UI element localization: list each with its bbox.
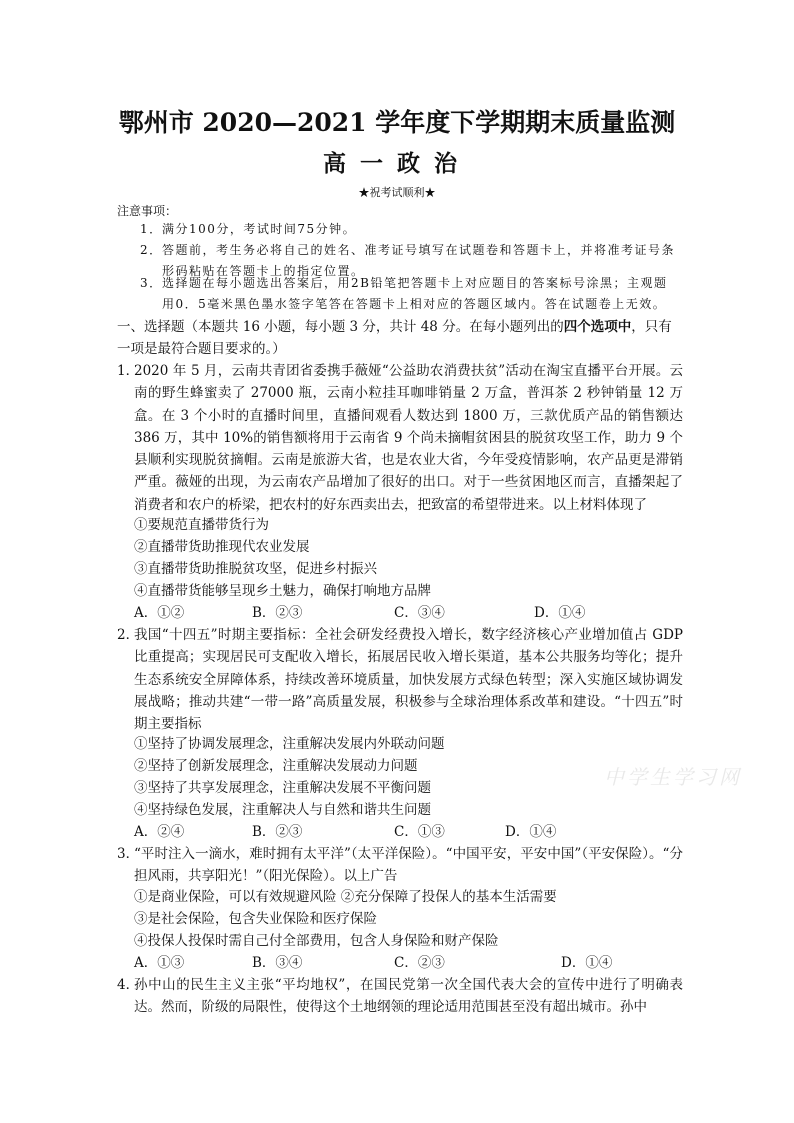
question-2-option: ④坚持绿色发展，注重解决人与自然和谐共生问题 xyxy=(134,802,431,818)
question-2-choice-c: C．①③ xyxy=(394,824,445,840)
note-text: 满分100分，考试时间75分钟。 xyxy=(162,222,357,236)
question-2-option: ③坚持了共享发展理念，注重解决发展不平衡问题 xyxy=(134,780,431,796)
question-2-choice-a: A．②④ xyxy=(134,824,185,840)
question-1-option: ②直播带货助推现代农业发展 xyxy=(134,539,310,555)
section-heading xyxy=(117,316,680,360)
watermark: 中学生学习网 xyxy=(604,765,742,789)
question-1 xyxy=(117,360,683,516)
question-number: 4． xyxy=(117,977,140,993)
question-4 xyxy=(117,974,683,1019)
question-1-option: ①要规范直播带货行为 xyxy=(134,517,269,533)
question-1-option: ④直播带货能够呈现乡土魅力，确保打响地方品牌 xyxy=(134,583,431,599)
question-stem: “平时注入一滴水，难时拥有太平洋”（太平洋保险）。“中国平安，平安中国”（平安保险）。“分担风雨，共享阳光！”（阳光保险）。以上广告 xyxy=(134,846,683,885)
note-item xyxy=(140,273,680,315)
question-1-choice-c: C．③④ xyxy=(394,605,445,621)
question-3-choice-a: A．①③ xyxy=(134,955,185,971)
question-3-option: ④投保人投保时需自己付全部费用，包含人身保险和财产保险 xyxy=(134,933,499,949)
note-text: 答题前，考生务必将自己的姓名、准考证号填写在试题卷和答题卡上，并将准考证号条形码粘贴在答题卡上的指定位置。 xyxy=(162,243,676,278)
question-1-choice-b: B．②③ xyxy=(252,605,303,621)
question-1-option: ③直播带货助推脱贫攻坚，促进乡村振兴 xyxy=(134,561,377,577)
question-3-option: ③是社会保险，包含失业保险和医疗保险 xyxy=(134,911,377,927)
question-stem: 孙中山的民生主义主张“平均地权”，在国民党第一次全国代表大会的宣传中进行了明确表达。然而，阶级的局限性，使得这个土地纲领的理论适用范围甚至没有超出城市。孙中 xyxy=(134,977,683,1016)
question-2-option: ①坚持了协调发展理念，注重解决发展内外联动问题 xyxy=(134,736,445,752)
exam-blessing: ★祝考试顺利★ xyxy=(358,186,436,199)
question-number: 3． xyxy=(117,846,140,862)
question-3-choice-b: B．③④ xyxy=(252,955,303,971)
note-number: 1． xyxy=(140,222,163,236)
question-1-choice-a: A．①② xyxy=(134,605,185,621)
question-2-option: ②坚持了创新发展理念，注重解决发展动力问题 xyxy=(134,758,418,774)
note-text: 选择题在每小题选出答案后，用2B铅笔把答题卡上对应题目的答案标号涂黑；主观题用0．5毫米黑色墨水签字笔答在答题卡上相对应的答题区域内。答在试题卷上无效。 xyxy=(162,276,668,311)
section-tail: ，只有一项是最符合题目要求的。） xyxy=(117,319,672,357)
note-number: 2． xyxy=(140,243,163,257)
section-lead: 一、选择题（本题共 16 小题，每小题 3 分，共计 48 分。在每小题列出的 xyxy=(117,319,564,335)
note-item xyxy=(140,219,680,240)
question-3-choice-c: C．②③ xyxy=(394,955,445,971)
section-bold: 四个选项中 xyxy=(563,319,632,335)
question-number: 2． xyxy=(117,627,140,643)
exam-title: 鄂州市 2020—2021 学年度下学期期末质量监测 xyxy=(118,108,676,137)
question-2-choice-d: D．①④ xyxy=(505,824,557,840)
question-1-choice-d: D．①④ xyxy=(534,605,586,621)
question-stem: 我国“十四五”时期主要指标：全社会研发经费投入增长，数字经济核心产业增加值占 GDP 比重提高；实现居民可支配收入增长，拓展居民收入增长渠道，基本公共服务均等化；提升生态系统安全屏障体系，持续改善环境质量，加快发展方式绿色转型；深入实施区域协调发展战略；推动共建“一带一路”高质量发展，积极参与全球治理体系改革和建设。“十四五”时期主要指标 xyxy=(134,627,683,733)
question-3 xyxy=(117,843,683,888)
notes-heading: 注意事项： xyxy=(117,204,178,218)
question-stem: 2020 年 5 月，云南共青团省委携手薇娅“公益助农消费扶贫”活动在淘宝直播平台开展。云南的野生蜂蜜卖了 27000 瓶，云南小粒挂耳咖啡销量 2 万盒，普洱茶 2 秒钟销量 12 万盒。在 3 个小时的直播时间里，直播间观看人数达到 1800 万，三款优质产品的销售额达 386 万，其中 10%的销售额将用于云南省 9 个尚未摘帽贫困县的脱贫攻坚工作，助力 9 个县顺利实现脱贫摘帽。云南是旅游大省，也是农业大省，今年受疫情影响，农产品更是滞销严重。薇娅的出现，为云南农产品增加了很好的出口。对于一些贫困地区而言，直播架起了消费者和农户的桥梁，把农村的好东西卖出去，把致富的希望带进来。以上材料体现了 xyxy=(134,363,683,513)
question-2 xyxy=(117,624,683,735)
exam-subject: 高一政治 xyxy=(323,150,471,177)
question-3-choice-d: D．①④ xyxy=(561,955,613,971)
question-2-choice-b: B．②③ xyxy=(252,824,303,840)
question-number: 1． xyxy=(117,363,140,379)
question-3-option: ①是商业保险，可以有效规避风险 ②充分保障了投保人的基本生活需要 xyxy=(134,889,557,905)
note-number: 3． xyxy=(140,276,163,290)
